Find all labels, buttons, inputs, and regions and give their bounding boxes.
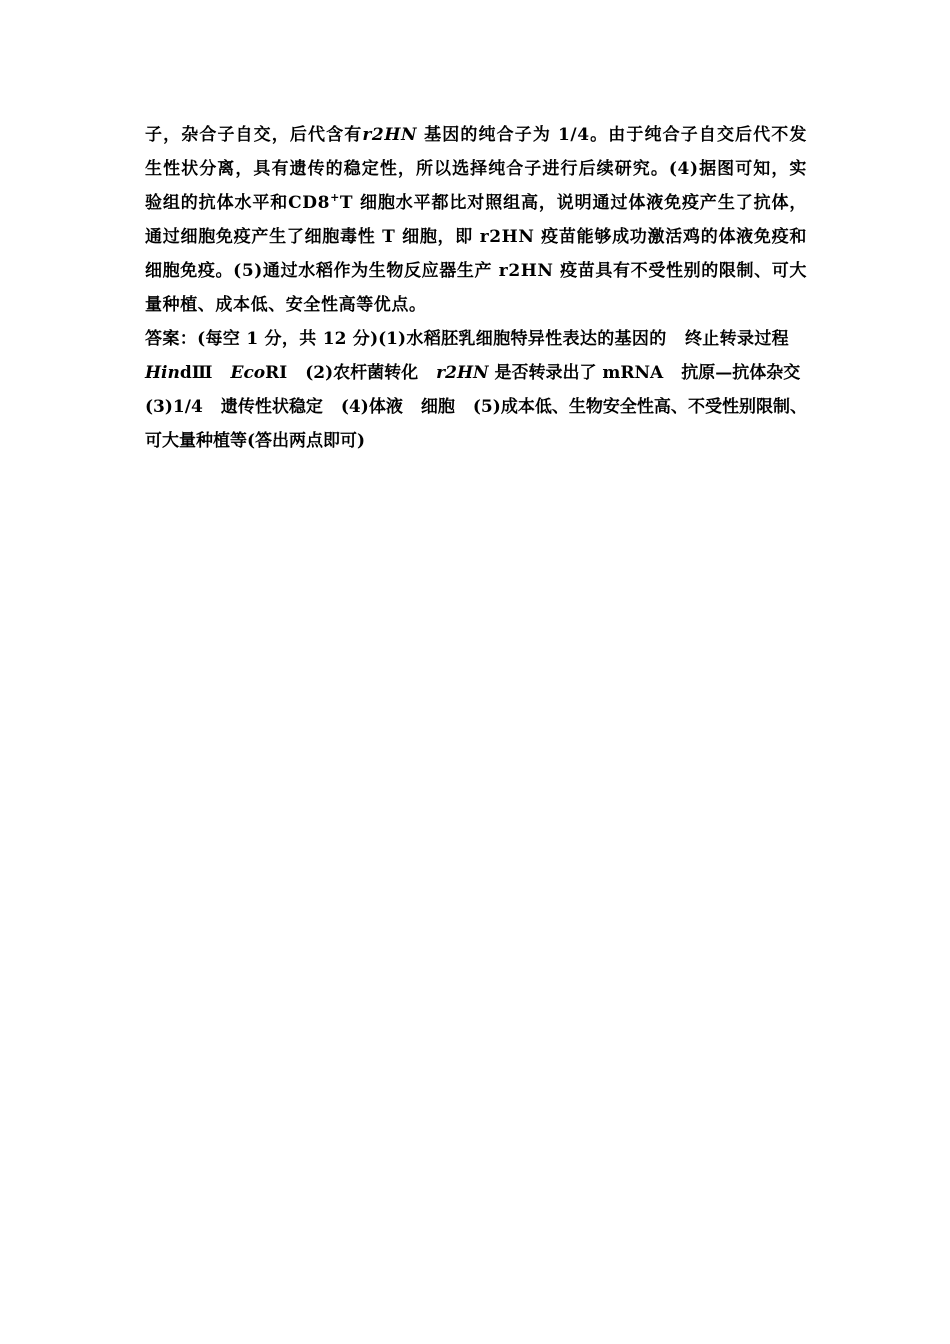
answer-text: 终止转录过程 — [684, 329, 790, 349]
enzyme-name-italic: Eco — [230, 363, 266, 383]
answer-text: (2)农杆菌转化 — [305, 363, 419, 383]
answer-text: 遗传性状稳定 — [220, 397, 323, 417]
superscript-plus: + — [330, 191, 340, 204]
answer-paragraph-2 — [145, 390, 807, 458]
answer-label: 答案 — [145, 329, 180, 349]
enzyme-name-italic: Hin — [145, 363, 180, 383]
answer-paragraph-1 — [145, 322, 807, 390]
answer-text: (3)1/4 — [145, 397, 203, 417]
answer-text: 是否转录出了 mRNA — [494, 363, 664, 383]
gene-name: r2HN — [436, 363, 489, 383]
explanation-text: 疫苗具有不受性别的限制、可大量种植、成本低、安全性高等优点。 — [145, 261, 807, 315]
enzyme-name-rest: dⅢ — [179, 363, 213, 383]
answer-text: 细胞 — [420, 397, 455, 417]
answer-text: (5)成本低、生物安全性高、不受性别限制、可大量种植等(答出两点即可) — [145, 397, 808, 451]
document-page — [145, 118, 807, 458]
answer-text: (4)体液 — [340, 397, 403, 417]
answer-colon: ： — [179, 329, 198, 349]
answer-block — [145, 322, 807, 458]
answer-text: 抗原—抗体杂交 — [681, 363, 801, 383]
enzyme-name-rest: RⅠ — [265, 363, 288, 383]
explanation-text: 细胞，即 — [402, 227, 474, 247]
explanation-text: 基因的纯合子为 — [424, 125, 551, 145]
explanation-text: 子，杂合子自交，后代含有 — [145, 125, 363, 145]
vaccine-name: r2HN — [479, 227, 535, 247]
gene-name: r2HN — [362, 125, 418, 145]
explanation-text: 疫苗能够成功激活鸡的体液免疫和细胞免疫。(5)通过水稻作为生物反应器生产 — [145, 227, 807, 281]
explanation-text: 。由于纯合子自交后代不发生性状分离，具有遗传的稳定性，所以选择纯合子进行后续研究。(4)据图可知，实验组的抗体水平和 — [145, 125, 807, 213]
answer-text: (每空 1 分，共 12 分)(1)水稻胚乳细胞特异性表达的基因的 — [197, 329, 667, 349]
explanation-text: T 细胞水平都比对照组高，说明通过体液免疫产生了抗体，通过细胞免疫产生了细胞毒性 — [145, 193, 807, 247]
vaccine-name: r2HN — [498, 261, 554, 281]
t-cell-label: T — [382, 227, 396, 247]
explanation-paragraph — [145, 118, 807, 322]
ratio-value: 1/4 — [557, 125, 590, 145]
cd8-label: CD8 — [288, 193, 331, 213]
